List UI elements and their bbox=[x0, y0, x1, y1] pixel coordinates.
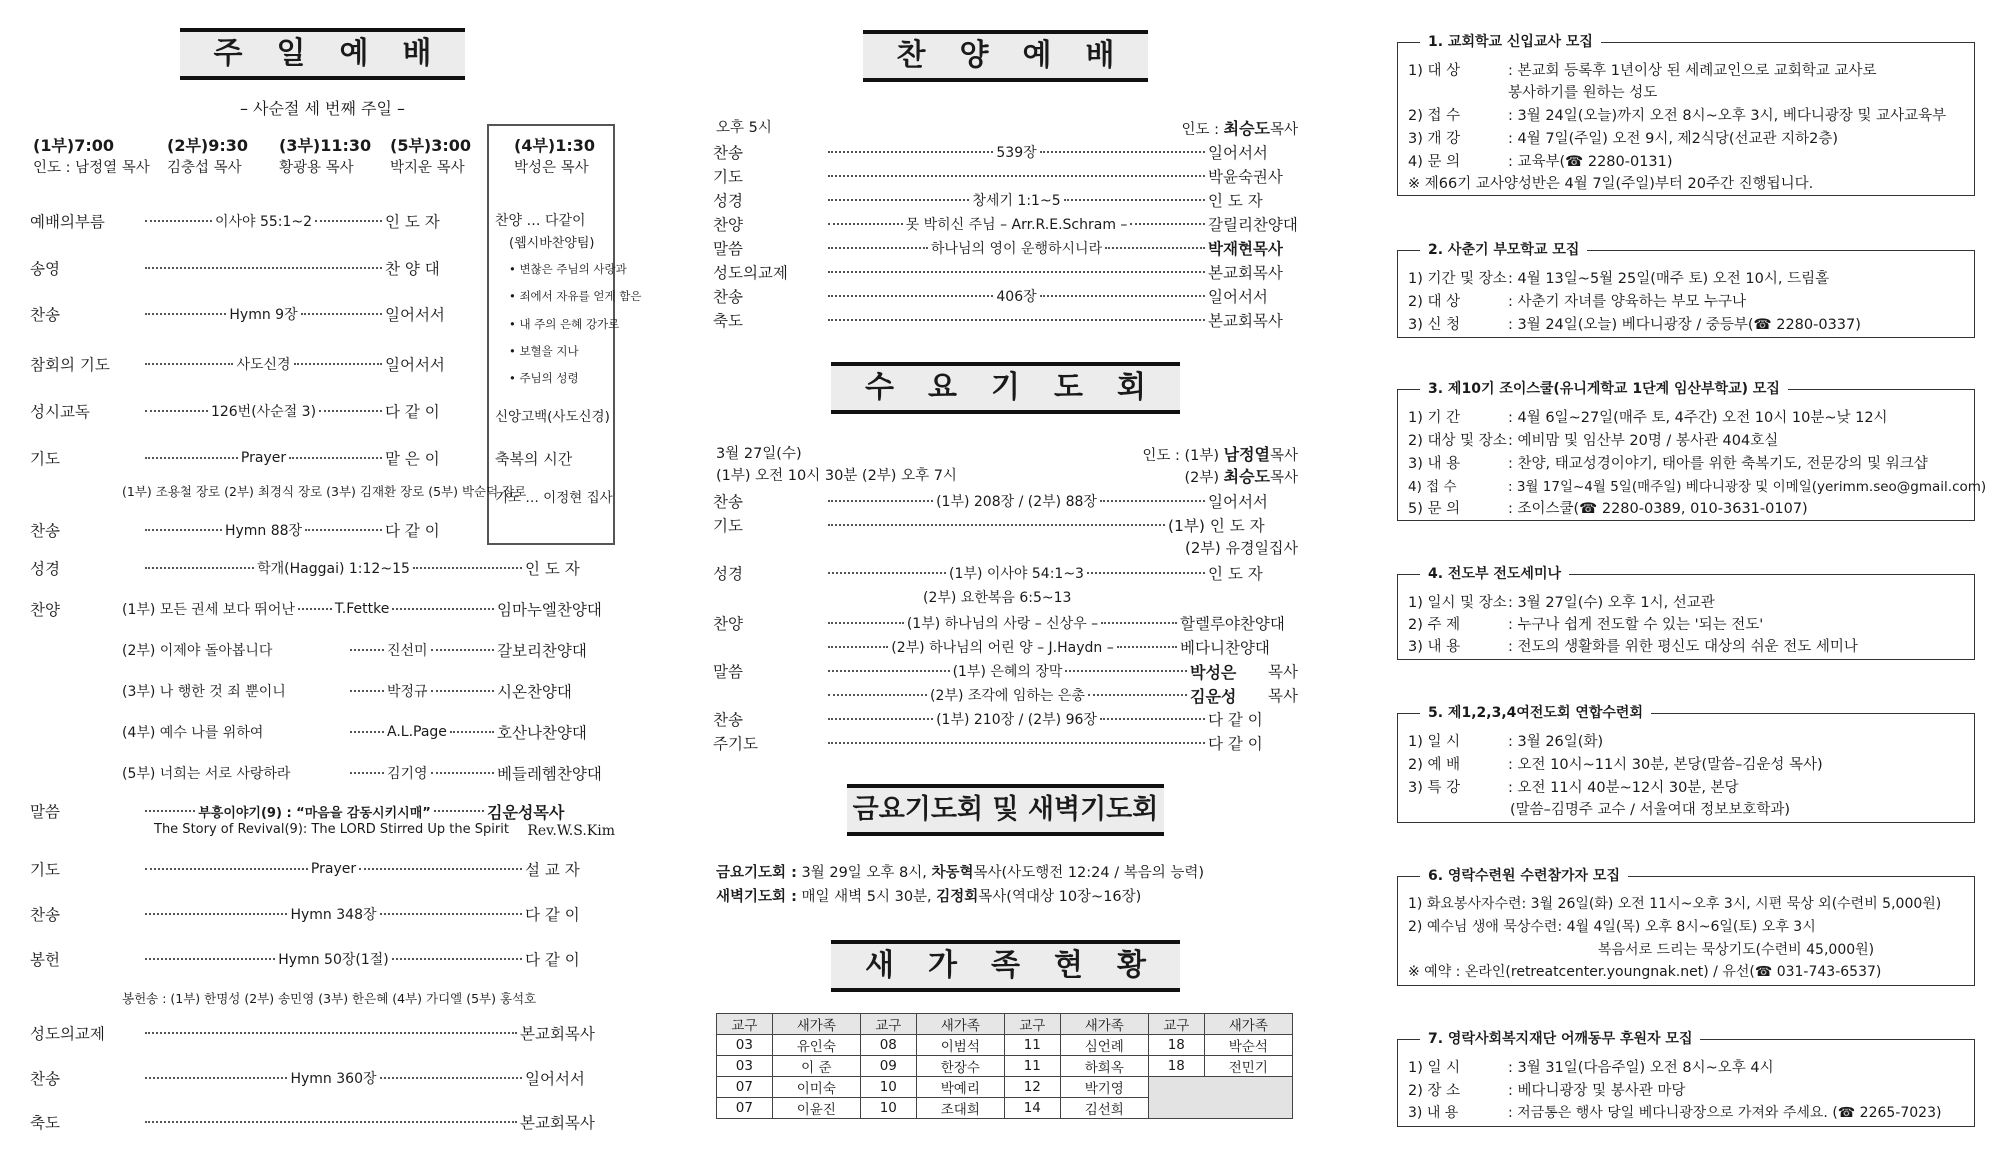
praise-row-6: 성도의교제 본교회목사 bbox=[713, 264, 1283, 282]
sunday-row-hymn3: 찬송 Hymn 348장 다 같 이 bbox=[30, 906, 580, 924]
notice-3: 3. 제10기 조이스쿨(유니게학교 1단계 임산부학교) 모집 1) 기 간 : 4월 6일~27일(매주 토, 4주간) 오전 10시 10분~낮 12시 2) 대상 및 장소: 예비맘 및 임산부 20명 / 봉사관 404호실 3) 내 용 : 찬양, 태교성경이야기, 태아를 위한 축복기도, 전문강의 및 워크샵 4) 접 수 : 3월 17일~4월 5일(매주일) 베다니광장 및 이메일(yerimm.seo@gmail.com) 5) 문 의 : 조이스쿨(☎ 2280-0389, 010-3631-0107) bbox=[1397, 389, 1975, 521]
service-time-3: (3부)11:30 bbox=[279, 136, 372, 155]
newfamily-title: 새가족현황 bbox=[831, 940, 1180, 992]
sunday-row-confession: 참회의 기도 사도신경 일어서서 bbox=[30, 356, 445, 374]
side-song-2: • 죄에서 자유를 얻게 함은 bbox=[509, 289, 642, 303]
side-song-1: • 변찮은 주님의 사랑과 bbox=[509, 262, 627, 276]
leader-1: 인도 : 남정열 목사 bbox=[33, 160, 150, 176]
wednesday-date: 3월 27일(수) bbox=[716, 446, 802, 462]
side-praise-team: (웹시바찬양팀) bbox=[509, 236, 595, 251]
table-row: 07 이윤진 10 조대희 14 김선희 bbox=[717, 1098, 1293, 1119]
service-time-5: (5부)3:00 bbox=[390, 136, 472, 155]
side-praise: 찬양 … 다같이 bbox=[495, 213, 586, 229]
anthem-row-2: (2부) 이제야 돌아봅니다 진선미 갈보리찬양대 bbox=[122, 642, 587, 660]
wed-row-prayer: 기도 (1부) 인 도 자 bbox=[713, 517, 1265, 535]
anthem-row-4: (4부) 예수 나를 위하여 A.L.Page 호산나찬양대 bbox=[122, 724, 587, 742]
preacher-english: Rev.W.S.Kim bbox=[527, 823, 615, 839]
notice-heading: 3. 제10기 조이스쿨(유니게학교 1단계 임산부학교) 모집 bbox=[1420, 378, 1788, 398]
wed-row-sermon-1: 말씀 (1부) 은혜의 장막 박성은 목사 bbox=[713, 662, 1298, 682]
sunday-row-reading: 성시교독 126번(사순절 3) 다 같 이 bbox=[30, 403, 440, 421]
anthem-row-1: 찬양 (1부) 모든 권세 보다 뛰어난 T.Fettke 임마누엘찬양대 bbox=[30, 601, 602, 619]
friday-line: 금요기도회 : 3월 29일 오후 8시, 차동혁목사(사도행전 12:24 / 복음의 능력) bbox=[716, 865, 1205, 881]
wednesday-leader-1: 인도 : (1부) 남정열목사 bbox=[1142, 445, 1298, 464]
wed-row-anthem-2: (2부) 하나님의 어린 양 – J.Haydn – 베다니찬양대 bbox=[825, 635, 1298, 659]
leader-2: 김충섭 목사 bbox=[167, 160, 242, 176]
wed-prayer-2: (2부) 유경일집사 bbox=[1185, 539, 1298, 557]
sunday-subtitle: – 사순절 세 번째 주일 – bbox=[239, 99, 406, 118]
notice-heading: 5. 제1,2,3,4여전도회 연합수련회 bbox=[1420, 702, 1651, 722]
service-time-1: (1부)7:00 bbox=[33, 136, 115, 155]
sunday-row-hymn4: 찬송 Hymn 360장 일어서서 bbox=[30, 1070, 585, 1088]
notice-heading: 1. 교회학교 신입교사 모집 bbox=[1420, 31, 1601, 51]
notice-heading: 2. 사춘기 부모학교 모집 bbox=[1420, 239, 1587, 259]
wednesday-title: 수요기도회 bbox=[831, 362, 1180, 414]
empty-cell bbox=[1148, 1077, 1292, 1119]
praise-row-5: 말씀 하나님의 영이 운행하시니라 박재현목사 bbox=[713, 240, 1283, 258]
wed-scripture-2: (2부) 요한복음 6:5~13 bbox=[923, 590, 1072, 606]
praise-row-3: 성경 창세기 1:1~5 인 도 자 bbox=[713, 192, 1263, 210]
leader-3: 황광용 목사 bbox=[279, 160, 354, 176]
side-song-5: • 주님의 성령 bbox=[509, 371, 579, 385]
row-label: 예배의부름 bbox=[30, 213, 105, 231]
friday-title: 금요기도회 및 새벽기도회 bbox=[847, 784, 1165, 836]
leader-5: 박지운 목사 bbox=[390, 160, 465, 176]
sunday-row-sermon: 말씀 부흥이야기(9) : “마음을 감동시키시매” 김운성목사 bbox=[30, 799, 615, 823]
wed-row-anthem-1: 찬양 (1부) 하나님의 사랑 – 신상우 – 할렐루야찬양대 bbox=[713, 615, 1285, 633]
sunday-row-hymn1: 찬송 Hymn 9장 일어서서 bbox=[30, 306, 445, 324]
sunday-row-call: 예배의부름 이사야 55:1~2 인 도 자 bbox=[30, 209, 475, 233]
notice-4: 4. 전도부 전도세미나 1) 일시 및 장소: 3월 27일(수) 오후 1시, 선교관 2) 주 제 : 누구나 쉽게 전도할 수 있는 '되는 전도' 3) 내 용 : 전도의 생활화를 위한 평신도 대상의 쉬운 전도 세미나 bbox=[1397, 574, 1975, 660]
praise-row-7: 찬송 406장 일어서서 bbox=[713, 288, 1268, 306]
wed-row-sermon-2: (2부) 조각에 임하는 은총 김운성 목사 bbox=[825, 683, 1298, 707]
prayer-note: (1부) 조용철 장로 (2부) 최경식 장로 (3부) 김재환 장로 (5부) 박순덕 장로 bbox=[122, 484, 527, 499]
table-row: 03 유인숙 08 이범석 11 심언례 18 박순석 bbox=[717, 1035, 1293, 1056]
wed-row-hymn: 찬송 (1부) 208장 / (2부) 88장 일어서서 bbox=[713, 493, 1268, 511]
notice-1: 1. 교회학교 신입교사 모집 1) 대 상 : 본교회 등록후 1년이상 된 세례교인으로 교회학교 교사로 봉사하기를 원하는 성도 2) 접 수 : 3월 24일(오늘)까지 오전 8시~오후 3시, 베다니광장 및 교사교육부 3) 개 강 : 4월 7일(주일) 오전 9시, 제2식당(선교관 지하2층) 4) 문 의 : 교육부(☎ 2280-0131) ※ 제66기 교사양성반은 4월 7일(주일)부터 20주간 진행됩니다. bbox=[1397, 42, 1975, 196]
wed-row-hymn2: 찬송 (1부) 210장 / (2부) 96장 다 같 이 bbox=[713, 711, 1263, 729]
notice-5: 5. 제1,2,3,4여전도회 연합수련회 1) 일 시 : 3월 26일(화) 2) 예 배 : 오전 10시~11시 30분, 본당(말씀–김운성 목사) 3) 특 강 : 오전 11시 40분~12시 30분, 본당 (말씀–김명주 교수 / 서울여대 정보보호학과) bbox=[1397, 713, 1975, 823]
praise-time: 오후 5시 bbox=[716, 120, 772, 136]
service-time-4: (4부)1:30 bbox=[514, 136, 596, 155]
sermon-english: The Story of Revival(9): The LORD Stirred Up the Spirit bbox=[154, 822, 509, 837]
wed-row-scripture: 성경 (1부) 이사야 54:1~3 인 도 자 bbox=[713, 565, 1263, 583]
praise-row-4: 찬양 못 박히신 주님 – Arr.R.E.Schram – 갈릴리찬양대 bbox=[713, 216, 1298, 234]
side-song-4: • 보혈을 지나 bbox=[509, 344, 579, 358]
leader-4: 박성은 목사 bbox=[514, 160, 589, 176]
sunday-row-offering: 봉헌 Hymn 50장(1절) 다 같 이 bbox=[30, 951, 580, 969]
side-creed: 신앙고백(사도신경) bbox=[495, 409, 610, 425]
side-song-3: • 내 주의 은혜 강가로 bbox=[509, 317, 620, 331]
praise-row-1: 찬송 539장 일어서서 bbox=[713, 144, 1268, 162]
row-right: 인 도 자 bbox=[385, 213, 440, 231]
table-row: 07 이미숙 10 박예리 12 박기영 bbox=[717, 1077, 1293, 1098]
table-header: 교구 새가족 교구 새가족 교구 새가족 교구 새가족 bbox=[717, 1014, 1293, 1035]
table-row: 03 이 준 09 한장수 11 하희옥 18 전민기 bbox=[717, 1056, 1293, 1077]
wednesday-leader-2: (2부) 최승도목사 bbox=[1184, 467, 1298, 486]
wednesday-time: (1부) 오전 10시 30분 (2부) 오후 7시 bbox=[716, 468, 957, 484]
notice-6: 6. 영락수련원 수련참가자 모집 1) 화요봉사자수련: 3월 26일(화) 오전 11시~오후 3시, 시편 묵상 외(수련비 5,000원) 2) 예수님 생애 묵상수련: 4월 4일(목) 오후 8시~6일(토) 오후 3시 복음서로 드리는 묵상기도(수련비 45,000원) ※ 예약 : 온라인(retreatcenter.youngnak.net) / 유선(☎ 031-743-6537) bbox=[1397, 876, 1975, 986]
notice-7: 7. 영락사회복지재단 어깨동무 후원자 모집 1) 일 시 : 3월 31일(다음주일) 오전 8시~오후 4시 2) 장 소 : 베다니광장 및 봉사관 마당 3) 내 용 : 저금통은 행사 당일 베다니광장으로 가져와 주세요. (☎ 2265-7023) bbox=[1397, 1039, 1975, 1127]
notice-2: 2. 사춘기 부모학교 모집 1) 기간 및 장소: 4월 13일~5월 25일(매주 토) 오전 10시, 드림홀 2) 대 상 : 사춘기 자녀를 양육하는 부모 누구나 3) 신 청 : 3월 24일(오늘) 베다니광장 / 중등부(☎ 2280-0337) bbox=[1397, 250, 1975, 338]
side-prayer: 기도 … 이정현 집사 bbox=[495, 490, 613, 506]
notice-heading: 4. 전도부 전도세미나 bbox=[1420, 563, 1569, 583]
preacher: 김운성목사 bbox=[487, 802, 565, 822]
wed-row-lordsprayer: 주기도 다 같 이 bbox=[713, 735, 1263, 753]
notice-heading: 7. 영락사회복지재단 어깨동무 후원자 모집 bbox=[1420, 1028, 1700, 1048]
sunday-row-fellowship: 성도의교제 본교회목사 bbox=[30, 1025, 595, 1043]
sunday-row-benediction: 축도 본교회목사 bbox=[30, 1114, 595, 1132]
sunday-title: 주일예배 bbox=[180, 28, 466, 80]
newfamily-table bbox=[716, 1013, 1293, 1119]
dawn-line: 새벽기도회 : 매일 새벽 5시 30분, 김정회목사(역대상 10장~16장) bbox=[716, 889, 1142, 905]
sunday-row-prayer: 기도 Prayer 맡 은 이 bbox=[30, 450, 440, 468]
sunday-row-doxology: 송영 찬 양 대 bbox=[30, 260, 440, 278]
praise-title: 찬양예배 bbox=[863, 30, 1149, 82]
anthem-row-3: (3부) 나 행한 것 죄 뿐이니 박정규 시온찬양대 bbox=[122, 683, 572, 701]
notice-heading: 6. 영락수련원 수련참가자 모집 bbox=[1420, 865, 1628, 885]
side-blessing: 축복의 시간 bbox=[495, 450, 573, 468]
service-time-2: (2부)9:30 bbox=[167, 136, 249, 155]
praise-row-8: 축도 본교회목사 bbox=[713, 312, 1283, 330]
sunday-row-hymn2: 찬송 Hymn 88장 다 같 이 bbox=[30, 522, 440, 540]
praise-leader: 인도 : 최승도목사 bbox=[1181, 119, 1298, 138]
sunday-row-scripture: 성경 학개(Haggai) 1:12~15 인 도 자 bbox=[30, 560, 580, 578]
offering-note: 봉헌송 : (1부) 한명성 (2부) 송민영 (3부) 한은혜 (4부) 가디엘 (5부) 홍석호 bbox=[122, 991, 537, 1006]
anthem-row-5: (5부) 너희는 서로 사랑하라 김기영 베들레헴찬양대 bbox=[122, 765, 602, 783]
praise-row-2: 기도 박윤숙권사 bbox=[713, 168, 1283, 186]
sunday-row-prayer2: 기도 Prayer 설 교 자 bbox=[30, 861, 580, 879]
